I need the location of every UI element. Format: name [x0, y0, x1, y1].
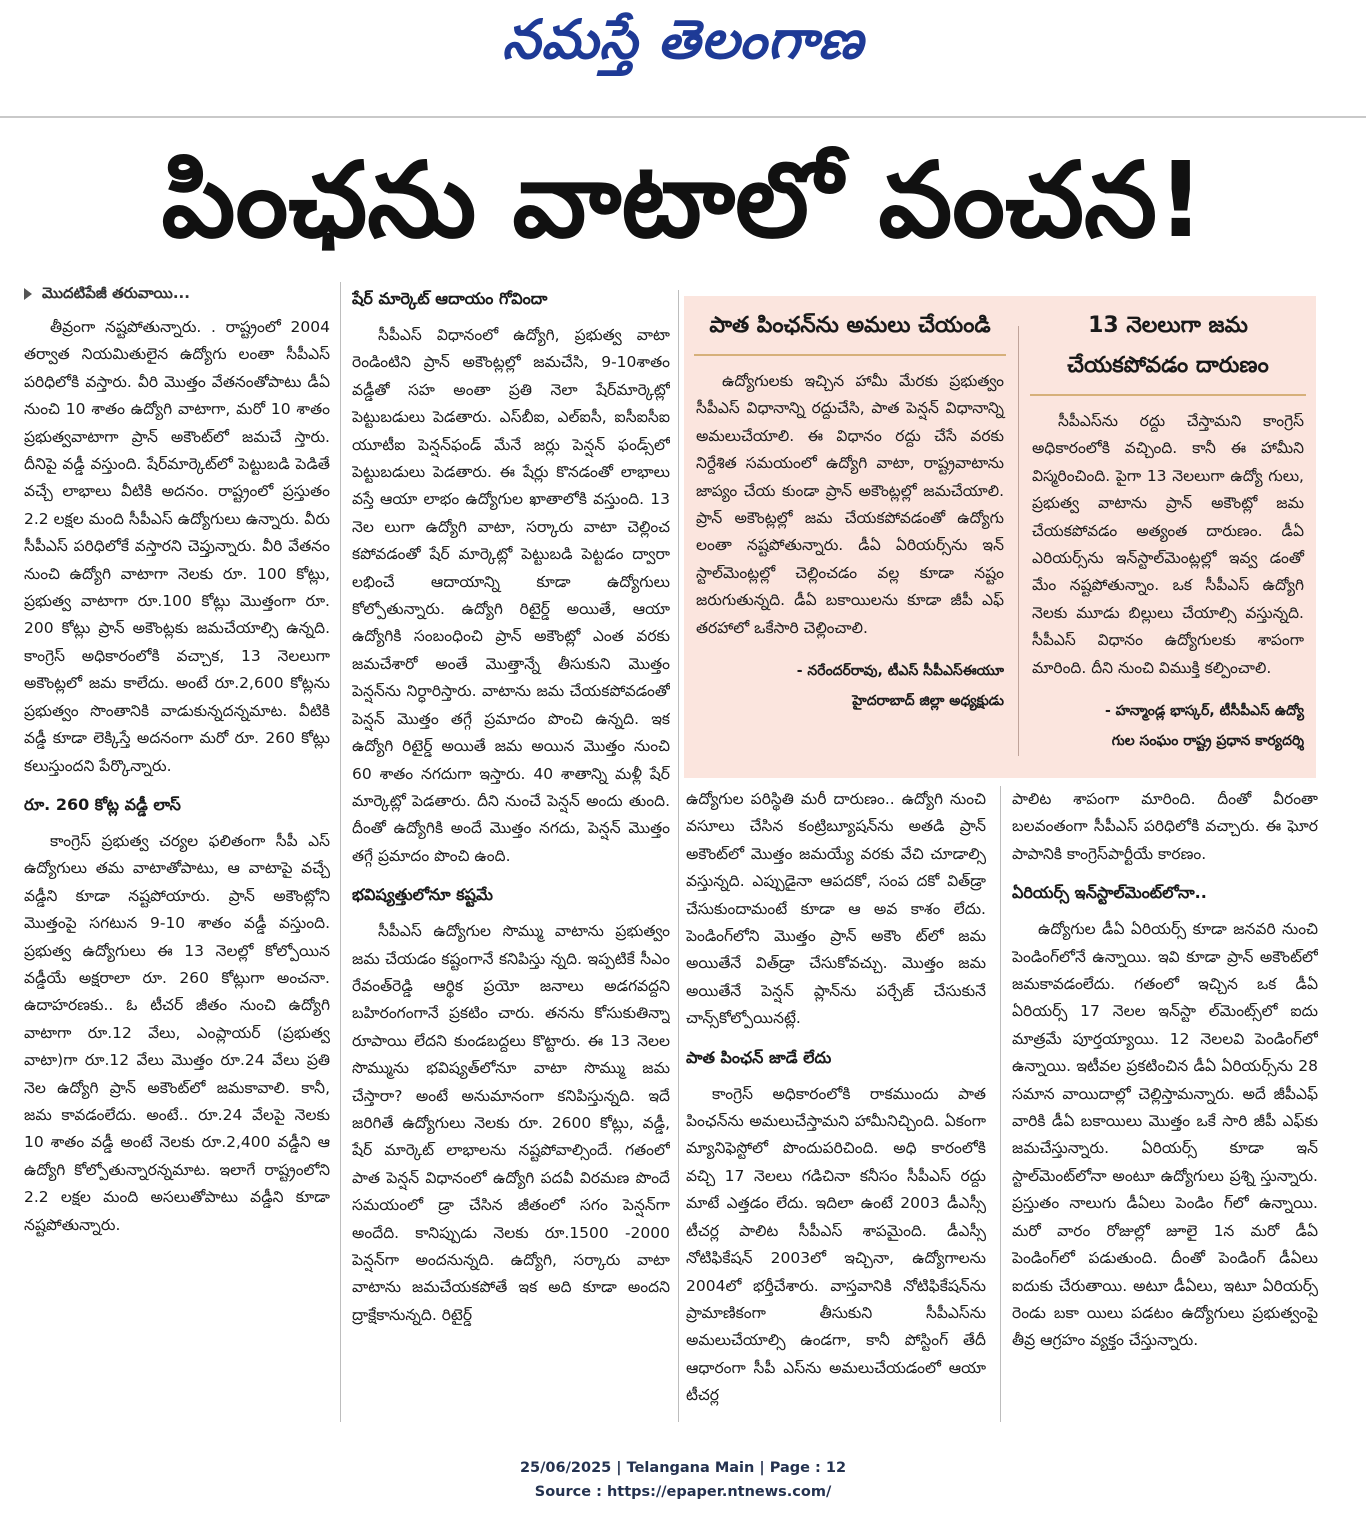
quote-right-body	[1020, 396, 1316, 682]
quote-left	[684, 296, 1016, 778]
paragraph: ఉద్యోగులకు ఇచ్చిన హామీ మేరకు ప్రభుత్వం సీపీఎస్ విధానాన్ని రద్దుచేసి, పాత పెన్షన్ విధానాన్ని అమలుచేయాలి. ఈ విధానం రద్దు చేసే వరకు నిర్దేశిత సమయంలో ఉద్యోగి వాటా, రాష్ట్రవాటాను జాప్యం చేయ కుండా ప్రాన్ అకౌంట్లల్లో జమచేయాలి. ప్రాన్ అకౌంట్లల్లో జమ చేయకపోవడంతో ఉద్యోగు లంతా నష్టపోతున్నారు. డీఏ ఏరియర్స్‌ను ఇన్ స్టాల్‌మెంట్లల్లో చెల్లించడం వల్ల కూడా నష్టం జరుగుతున్నది. డీఏ బకాయిలను కూడా జీపీ ఎఫ్ తరహాలో ఒకేసారి చెల్లించాలి.	[696, 372, 1004, 637]
byline-role: హైదరాబాద్ జిల్లా అధ్యక్షుడు	[852, 693, 1004, 710]
headline: పింఛను వాటాలో వంచన!	[161, 139, 1205, 261]
quote-left-byline	[684, 642, 1016, 716]
column-divider	[340, 282, 341, 1422]
quote-right	[1020, 296, 1316, 778]
paragraph: కాంగ్రెస్ ప్రభుత్వ చర్యల ఫలితంగా సీపీ ఎస్ ఉద్యోగులు తమ వాటాతోపాటు, ఆ వాటాపై వచ్చే వడ్డీని కూడా నష్టపోయారు. ప్రాన్ అకౌంట్లోని మొత్తంపై సగటున 9-10 శాతం వడ్డీ వస్తుంది. ప్రభుత్వ ఉద్యోగులు ఈ 13 నెలల్లో కోల్పోయిన వడ్డీయే అక్షరాలా రూ. 260 కోట్లుగా అంచనా. ఉదాహరణకు.. ఓ టీచర్ జీతం నుంచి ఉద్యోగి వాటాగా రూ.12 వేలు, ఎంప్లాయర్ (ప్రభుత్వ వాటా)గా రూ.12 వేలు మొత్తం రూ.24 వేలు ప్రతి నెల ఉద్యోగి ప్రాన్ అకౌంట్‌లో జమకావాలి. కానీ, జమ కావడంలేదు. అంటే.. రూ.24 వేలపై నెలకు 10 శాతం వడ్డీ అంటే నెలకు రూ.2,400 వడ్డీని ఆ ఉద్యోగి కోల్పోతున్నారన్నమాట. ఇలాగే రాష్ట్రంలోని 2.2 లక్షల మంది అసలుతోపాటు వడ్డీని కూడా నష్టపోతున్నారు.	[24, 831, 330, 1234]
column-1	[24, 280, 330, 1430]
subheading: షేర్ మార్కెట్ ఆదాయం గోవిందా	[352, 289, 548, 308]
subheading: భవిష్యత్తులోనూ కష్టమే	[352, 885, 493, 905]
subheading: ఏరియర్స్ ఇన్‌స్టాల్‌మెంట్‌లోనా..	[1012, 883, 1207, 903]
column-3	[686, 786, 986, 1430]
footer-line-1: 25/06/2025 | Telangana Main | Page : 12	[519, 1460, 847, 1476]
quote-left-body	[684, 356, 1016, 642]
column-divider	[678, 290, 679, 1422]
paragraph: ఉద్యోగుల డీఏ ఏరియర్స్ కూడా జనవరి నుంచి పెండింగ్‌లోనే ఉన్నాయి. ఇవి కూడా ప్రాన్ అకౌంట్‌లో జమకావడంలేదు. గతంలో ఇచ్చిన ఒక డీఏ ఏరియర్స్ 17 నెలల ఇన్‌స్టా ల్‌మెంట్స్‌లో ఐదు మాత్రమే పూర్తయ్యాయి. 12 నెలలవి పెండింగ్‌లో ఉన్నాయి. ఇటీవల ప్రకటించిన డీఏ ఏరియర్స్‌ను 28 సమాన వాయిదాల్లో చెల్లిస్తామన్నారు. అదే జీపీఎఫ్ వారికి డీఏ బకాయిలు మొత్తం ఒకే సారి జీపీ ఎఫ్‌కు జమచేస్తున్నారు. ఏరియర్స్ కూడా ఇన్ స్టాల్‌మెంట్‌లోనా అంటూ ఉద్యోగులు ప్రశ్ని స్తున్నారు. ప్రస్తుతం నాలుగు డీఏలు పెండిం గ్‌లో ఉన్నాయి. మరో వారం రోజుల్లో జూలై 1న మరో డీఏ పెండింగ్‌లో పడుతుంది. దీంతో పెండింగ్ డీఏలు ఐదుకు చేరుతాయి. అటూ డీఏలు, ఇటూ ఏరియర్స్ రెండు బకా యిలు పడటం ఉద్యోగులు ప్రభుత్వంపై తీవ్ర ఆగ్రహం వ్యక్తం చేస్తున్నారు.	[1012, 920, 1318, 1350]
byline-role: గుల సంఘం రాష్ట్ర ప్రధాన కార్యదర్శి	[1111, 733, 1304, 750]
paragraph: సీపీఎస్‌ను రద్దు చేస్తామని కాంగ్రెస్ అధికారంలోకి వచ్చింది. కానీ ఈ హామీని విస్మరించింది. పైగా 13 నెలలుగా ఉద్యో గులు, ప్రభుత్వ వాటాను ప్రాన్ అకౌంట్లో జమ చేయకపోవడం అత్యంత దారుణం. డీఏ ఎరియర్స్‌ను ఇన్‌స్టాల్‌మెంట్లల్లో ఇవ్వ డంతో మేం నష్టపోతున్నాం. ఒక సీపీఎస్ ఉద్యోగి నెలకు మూడు బిల్లులు చేయాల్సి వస్తున్నది. సీపీఎస్ విధానం ఉద్యోగులకు శాపంగా మారింది. దీని నుంచి విముక్తి కల్పించాలి.	[1032, 412, 1304, 677]
paragraph: సీపీఎస్ విధానంలో ఉద్యోగి, ప్రభుత్వ వాటా రెండింటిని ప్రాన్ అకౌంట్లల్లో జమచేసి, 9-10శాతం వడ్డీతో సహ అంతా ప్రతి నెలా షేర్‌మార్కెట్లో పెట్టుబడులు పెడతారు. ఎస్‌బీఐ, ఎల్ఐసీ, ఐసీఐసీఐ యూటీఐ పెన్షన్‌ఫండ్ మేనే జర్లు పెన్షన్ ఫండ్స్‌లో పెట్టుబడులు పెడతారు. ఈ షేర్లు కొనడంతో లాభాలు వస్తే ఆయా లాభం ఉద్యోగుల ఖాతాలోకి వస్తుంది. 13 నెల లుగా ఉద్యోగి వాటా, సర్కారు వాటా చెల్లించ కపోవడంతో షేర్ మార్కెట్లో పెట్టుబడి పెట్టడం ద్వారా లభించే ఆదాయాన్ని కూడా ఉద్యోగులు కోల్పోతున్నారు. ఉద్యోగి రిటైర్డ్ అయితే, ఆయా ఉద్యోగికి సంబంధించి ప్రాన్ అకౌంట్లో ఎంత వరకు జమచేశారో అంతే మొత్తాన్నే తీసుకుని మొత్తం పెన్షన్‌ను నిర్ధారిస్తారు. వాటాను జమ చేయకపోవడంతో పెన్షన్ మొత్తం తగ్గే ప్రమాదం పొంచి ఉన్నది. ఇక ఉద్యోగి రిటైర్డ్ అయితే జమ అయిన మొత్తం నుంచి 60 శాతం నగదుగా ఇస్తారు. 40 శాతాన్ని మళ్లీ షేర్ మార్కెట్లో పెడతారు. దీని నుంచే పెన్షన్ అందు తుంది. దీంతో ఉద్యోగికి అందే మొత్తం నగదు, పెన్షన్ మొత్తం తగ్గే ప్రమాదం పొంచి ఉంది.	[352, 326, 670, 865]
quote-divider	[1018, 326, 1019, 756]
paragraph: పాలిట శాపంగా మారింది. దీంతో వీరంతా బలవంతంగా సీపీఎస్ పరిధిలోకి వచ్చారు. ఈ ఘోర పాపానికి కాంగ్రెస్‌పార్టీయే కారణం.	[1012, 790, 1318, 863]
continued-label: మొదటిపేజీ తరువాయి...	[42, 284, 190, 302]
footer-source: Source : https://epaper.ntnews.com/	[534, 1484, 832, 1500]
quote-right-byline	[1020, 682, 1316, 756]
paragraph: సీపీఎస్ ఉద్యోగుల సొమ్ము వాటాను ప్రభుత్వం జమ చేయడం కష్టంగానే కనిపిస్తు న్నది. ఇప్పటికే సీఎం రేవంత్‌రెడ్డి ఆర్థిక ప్రయో జనాలు అడగవద్దని బహిరంగంగానే ప్రకటిం చారు. తనను కోసుకుతిన్నా రూపాయి లేదని కుండబద్దలు కొట్టారు. ఈ 13 నెలల సొమ్మును భవిష్యత్‌లోనూ వాటా సొమ్ము జమ చేస్తారా? అంటే అనుమానంగా కనిపిస్తున్నది. ఇదే జరిగితే ఉద్యోగులు నెలకు రూ. 2600 కోట్లు, వడ్డీ, షేర్ మార్కెట్ లాభాలను నష్టపోవాల్సిందే. గతంలో పాత పెన్షన్ విధానంలో ఉద్యోగి పదవీ విరమణ పొందే సమయంలో డ్రా చేసిన జీతంలో సగం పెన్షన్‌గా అందేది. కానిప్పుడు నెలకు రూ.1500 -2000 పెన్షన్‌గా అందనున్నది. ఉద్యోగి, సర్కారు వాటా వాటాను జమచేయకపోతే ఇక అది కూడా అందని ద్రాక్షేకానున్నది. రిటైర్డ్	[352, 922, 670, 1324]
newspaper-logo: నమస్తే తెలంగాణ	[502, 8, 864, 71]
masthead	[0, 0, 1366, 118]
byline-name: - హన్మాండ్ల భాస్కర్, టీసీపీఎస్ ఉద్యో	[1104, 703, 1304, 720]
paragraph: కాంగ్రెస్ అధికారంలోకి రాకముందు పాత పింఛన్‌ను అమలుచేస్తామని హామీనిచ్చింది. ఏకంగా మ్యానిఫెస్టోలో పొందుపరిచింది. అధి కారంలోకి వచ్చి 17 నెలలు గడిచినా కనీసం సీపీఎస్ రద్దు మాటే ఎత్తడం లేదు. ఇదిలా ఉంటే 2003 డీఎస్సీ టీచర్ల పాలిట సీపీఎస్ శాపమైంది. డీఎస్సీ నోటిఫికేషన్ 2003లో ఇచ్చినా, ఉద్యోగాలను 2004లో భర్తీచేశారు. వాస్తవానికి నోటిఫికేషన్‌ను ప్రామాణికంగా తీసుకుని సీపీఎస్‌ను అమలుచేయాల్సి ఉండగా, కానీ పోస్టింగ్ తేదీ ఆధారంగా సీపీ ఎస్‌ను అమలుచేయడంలో ఆయా టీచర్ల	[686, 1084, 986, 1405]
subheading: రూ. 260 కోట్ల వడ్డీ లాస్	[24, 794, 181, 814]
paragraph: తీవ్రంగా నష్టపోతున్నారు. . రాష్ట్రంలో 2004 తర్వాత నియమితులైన ఉద్యోగు లంతా సీపీఎస్ పరిధిలోకి వస్తారు. వీరి మొత్తం వేతనంతోపాటు డీఏ నుంచి 10 శాతం ఉద్యోగి వాటాగా, మరో 10 శాతం ప్రభుత్వవాటాగా ప్రాన్ అకౌంట్‌లో జమచే స్తారు. దీనిపై వడ్డీ వస్తుంది. షేర్‌మార్కెట్‌లో పెట్టుబడి పెడితే వచ్చే లాభాలు వీటికి అదనం. రాష్ట్రంలో ప్రస్తుతం 2.2 లక్షల మంది సీపీఎస్ ఉద్యోగులు ఉన్నారు. వీరు సీపీఎస్ పరిధిలోకే వస్తారని చెప్తున్నారు. వీరి వేతనం నుంచి ఉద్యోగి వాటాగా నెలకు రూ. 100 కోట్లు, ప్రభుత్వ వాటాగా రూ.100 కోట్లు మొత్తంగా రూ. 200 కోట్లు ప్రాన్ అకౌంట్లకు జమచేయాల్సి ఉన్నది. కాంగ్రెస్ అధికారంలోకి వచ్చాక, 13 నెలలుగా అకౌంట్లలో జమ కాలేదు. అంటే రూ.2,600 కోట్లను ప్రభుత్వం సొంతానికి వాడుకున్నదన్నమాట. వీటికి వడ్డీ కూడా లెక్కిస్తే అదనంగా మరో రూ. 260 కోట్లు కలుస్తుందని పేర్కొన్నారు.	[24, 318, 330, 775]
paragraph: ఉద్యోగుల పరిస్థితి మరీ దారుణం.. ఉద్యోగి నుంచి వసూలు చేసిన కంట్రిబ్యూషన్‌ను అతడి ప్రాన్ అకౌంట్‌లో మొత్తం జమయ్యే వరకు వేచి చూడాల్సి వస్తున్నది. ఎప్పుడైనా ఆపదకో, సంప దకో విత్‌డ్రా చేసుకుందామంటే కూడా ఆ అవ కాశం లేదు. పెండింగ్‌లోని మొత్తం ప్రాన్ అకౌం ట్‌లో జమ అయితేనే విత్‌డ్రా చేసుకోవచ్చు. మొత్తం జమ అయితేనే పెన్షన్ ప్లాన్‌ను పర్చేజ్ చేసుకునే చాన్స్‌కోల్పోయినట్లే.	[686, 790, 986, 1028]
arrow-right-icon	[24, 288, 32, 300]
column-4	[1012, 786, 1318, 1430]
quote-right-title: 13 నెలలుగా జమ చేయకపోవడం దారుణం	[1030, 296, 1306, 396]
column-2	[352, 286, 670, 1430]
quote-left-title: పాత పింఛన్‌ను అమలు చేయండి	[694, 296, 1006, 356]
subheading: పాత పింఛన్ జాడే లేదు	[686, 1047, 832, 1067]
continued-note	[24, 280, 330, 306]
column-divider	[1000, 786, 1001, 1422]
quote-box	[684, 296, 1316, 778]
byline-name: - నరేందర్‌రావు, టీఎస్ సీపీఎస్ఈయూ	[796, 663, 1004, 680]
